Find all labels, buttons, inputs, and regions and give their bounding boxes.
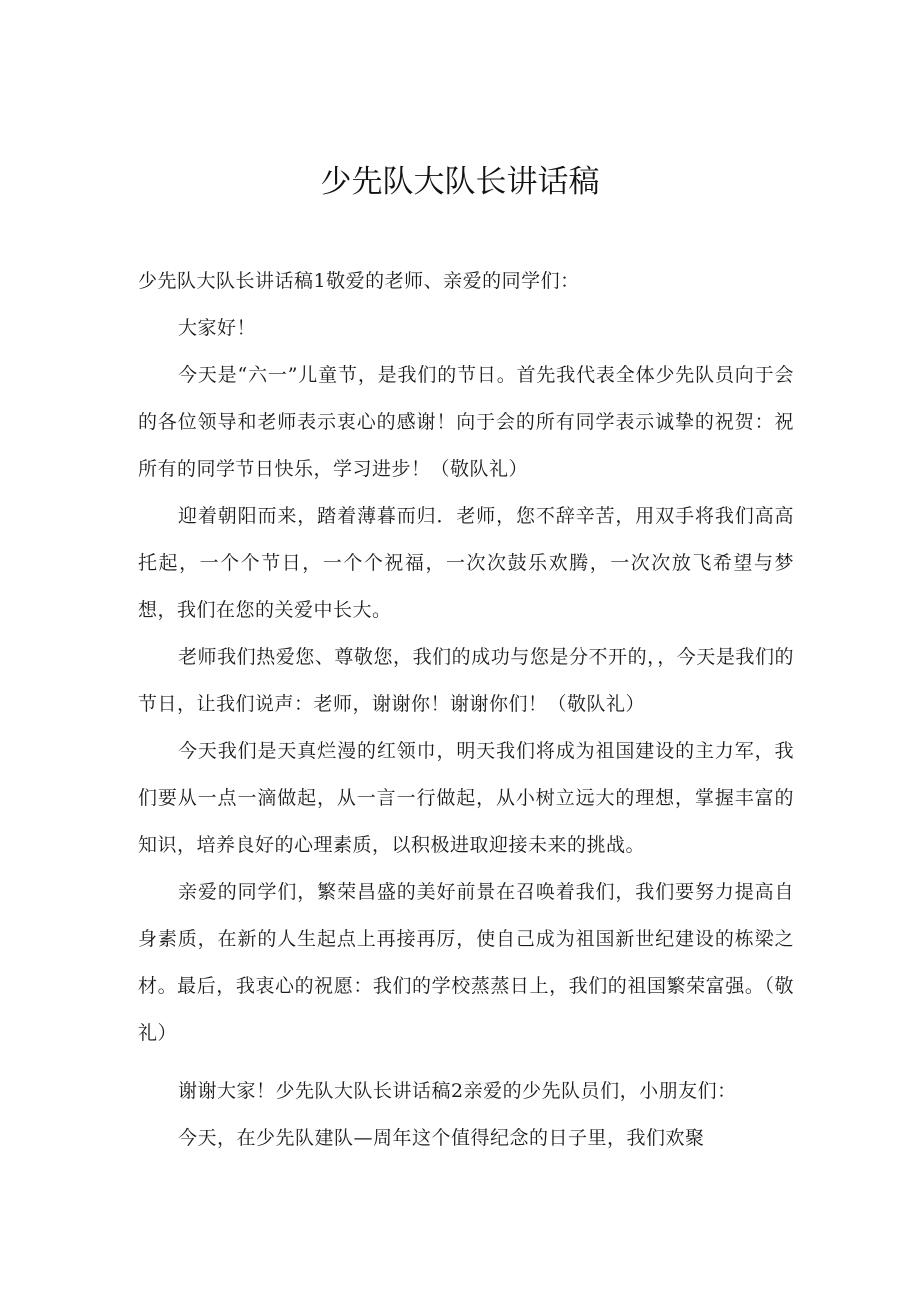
- document-title: 少先队大队长讲话稿: [320, 164, 600, 200]
- document-body: [138, 258, 794, 1162]
- paragraph-2: 大家好！: [178, 317, 257, 339]
- paragraph-9: 今天，在少先队建队—周年这个值得纪念的日子里，我们欢聚: [178, 1127, 705, 1149]
- paragraph-5: 老师我们热爱您、尊敬您，我们的成功与您是分不开的，，今天是我们的节日，让我们说声：老师，谢谢你！谢谢你们！（敬队礼）: [138, 646, 794, 715]
- paragraph-3: 今天是“六一”儿童节，是我们的节日。首先我代表全体少先队员向于会的各位领导和老师表示衷心的感谢！向于会的所有同学表示诚挚的祝贺：祝所有的同学节日快乐，学习进步！（敬队礼）: [138, 364, 794, 480]
- paragraph-7: 亲爱的同学们，繁荣昌盛的美好前景在召唤着我们，我们要努力提高自身素质，在新的人生起点上再接再厉，使自己成为祖国新世纪建设的栋梁之材。最后，我衷心的祝愿：我们的学校蒸蒸日上，我们的祖国繁荣富强。（敬礼）: [138, 881, 794, 1044]
- paragraph-6: 今天我们是天真烂漫的红领巾，明天我们将成为祖国建设的主力军，我们要从一点一滴做起，从一言一行做起，从小树立远大的理想，掌握丰富的知识，培养良好的心理素质，以积极进取迎接未来的挑战。: [138, 740, 794, 856]
- paragraph-8: 谢谢大家！少先队大队长讲话稿2亲爱的少先队员们，小朋友们：: [178, 1080, 737, 1102]
- paragraph-4: 迎着朝阳而来，踏着薄暮而归．老师，您不辞辛苦，用双手将我们高高托起，一个个节日，一个个祝福，一次次鼓乐欢腾，一次次放飞希望与梦想，我们在您的关爱中长大。: [138, 505, 794, 621]
- paragraph-1: 少先队大队长讲话稿1敬爱的老师、亲爱的同学们：: [138, 270, 580, 292]
